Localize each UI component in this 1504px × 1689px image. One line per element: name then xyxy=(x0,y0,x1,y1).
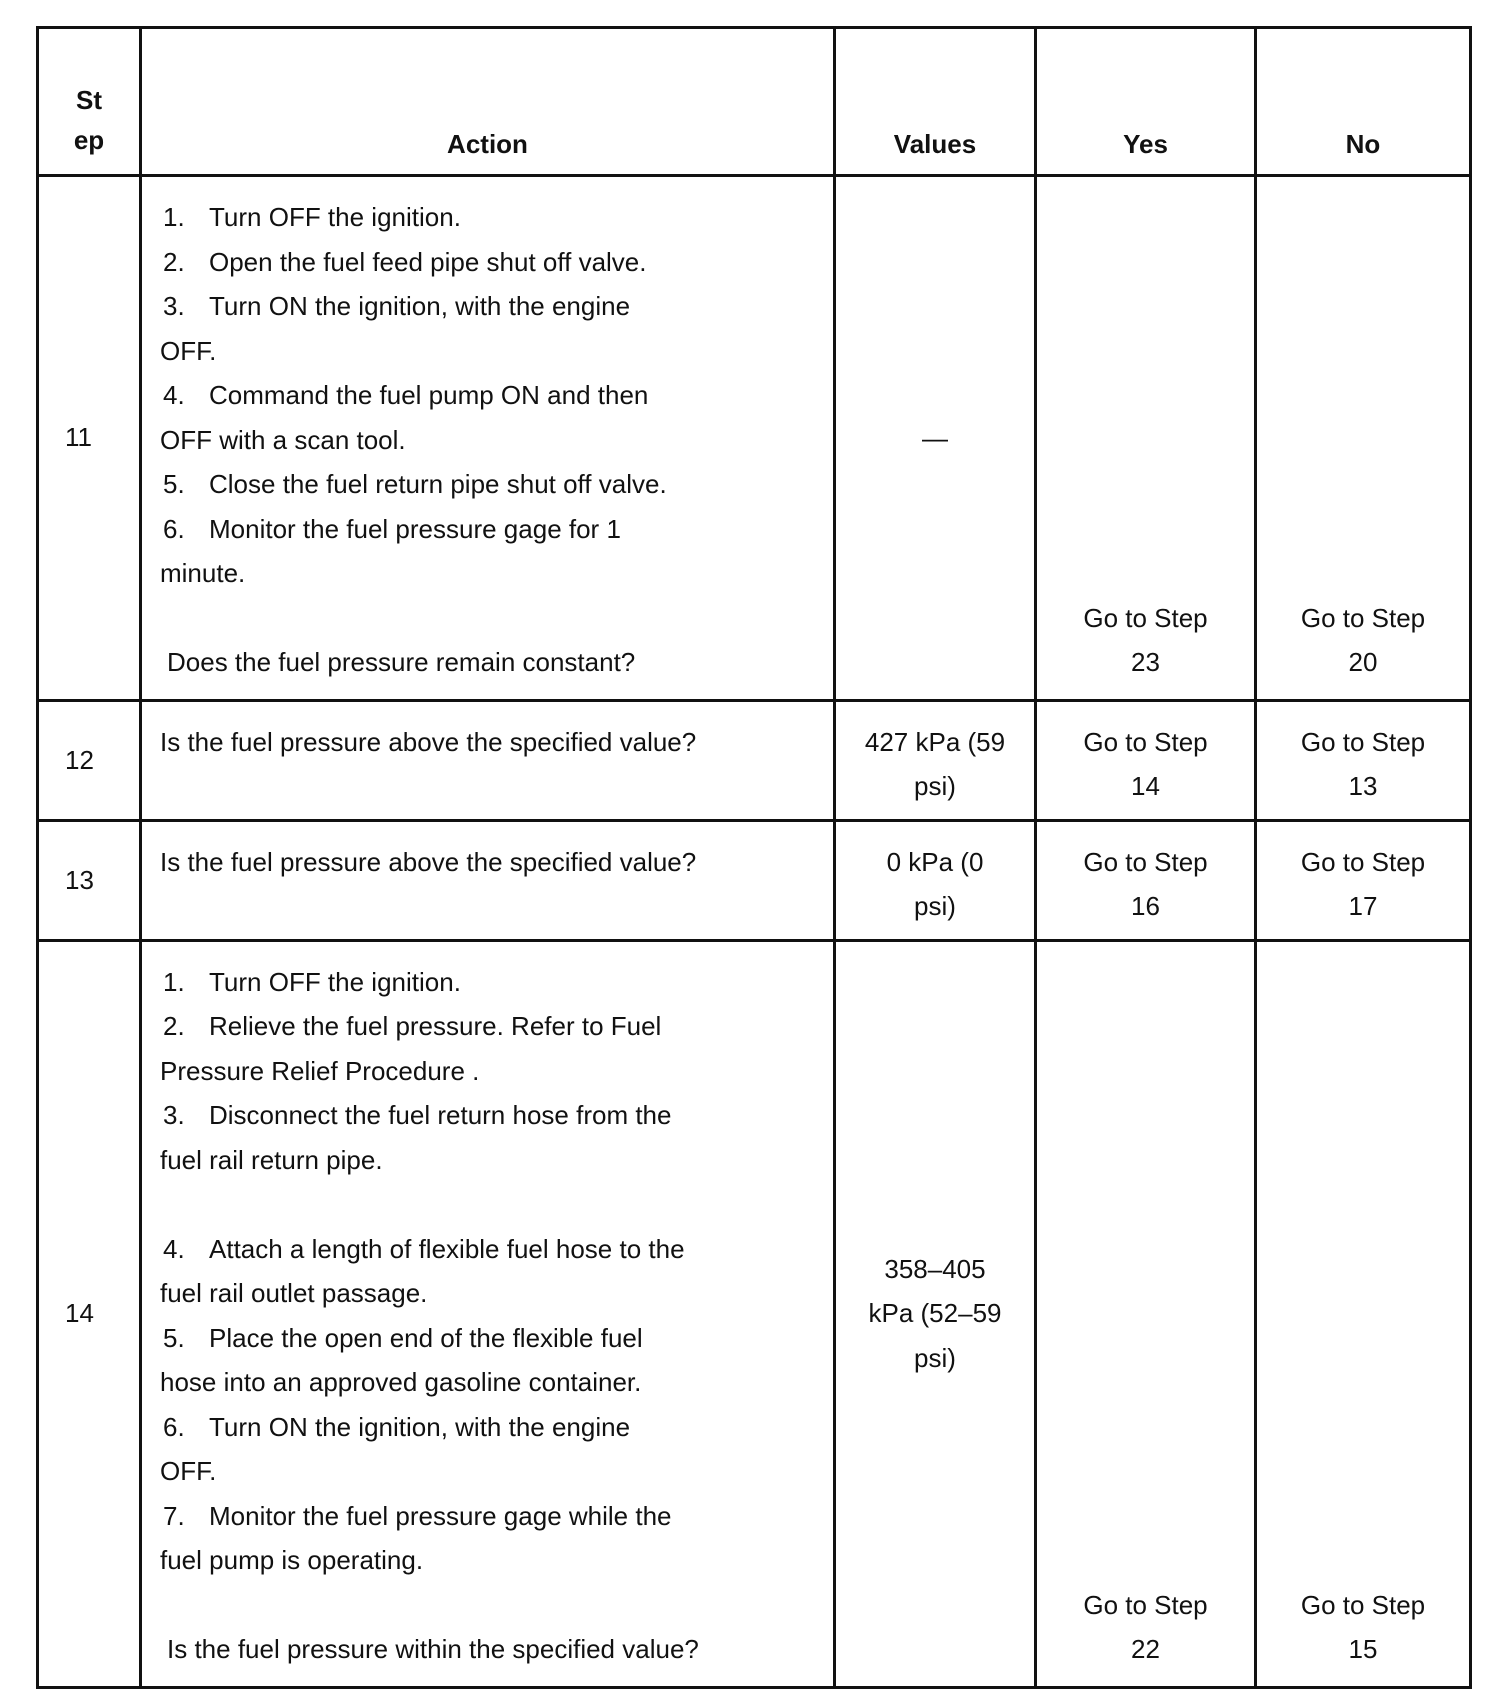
value-line: kPa (52–59 xyxy=(868,1298,1002,1329)
value-line: 358–405 xyxy=(884,1253,986,1284)
yes-cell xyxy=(1036,820,1256,940)
action-line: 4. Attach a length of flexible fuel hose to the xyxy=(163,1233,685,1264)
action-line: 2. Relieve the fuel pressure. Refer to Fuel xyxy=(163,1011,662,1041)
table-row-step-13 xyxy=(38,820,1471,940)
header-action: Action xyxy=(141,28,835,176)
header-row xyxy=(38,28,1471,176)
step-number: 11 xyxy=(38,176,141,701)
yes-goto-label: Go to Step xyxy=(1083,846,1208,877)
no-cell xyxy=(1256,820,1471,940)
value-line: 427 kPa (59 xyxy=(864,726,1006,757)
header-step xyxy=(38,28,141,176)
action-line: 3. Turn ON the ignition, with the engine xyxy=(163,291,631,321)
action-line: 3. Disconnect the fuel return hose from the xyxy=(163,1100,672,1130)
header-no: No xyxy=(1256,28,1471,176)
header-step-line2: ep xyxy=(73,125,105,155)
action-cell xyxy=(141,700,835,820)
action-line: fuel rail return pipe. xyxy=(160,1144,383,1175)
action-question: Is the fuel pressure above the specified value? xyxy=(160,846,697,877)
action-line: OFF with a scan tool. xyxy=(160,424,406,455)
action-line: minute. xyxy=(160,558,246,588)
no-goto-label: Go to Step xyxy=(1300,602,1426,633)
yes-goto-label: Go to Step xyxy=(1083,602,1208,633)
action-question: Is the fuel pressure within the specified value? xyxy=(167,1634,699,1664)
step-number: 12 xyxy=(38,700,141,820)
header-step-line1: St xyxy=(76,85,102,115)
yes-goto-label: Go to Step xyxy=(1083,1589,1208,1620)
value-line: psi) xyxy=(914,891,956,921)
action-line: fuel pump is operating. xyxy=(160,1545,424,1575)
action-line: 7. Monitor the fuel pressure gage while the xyxy=(163,1500,672,1531)
yes-cell xyxy=(1036,940,1256,1687)
action-cell xyxy=(141,176,835,701)
no-cell xyxy=(1256,940,1471,1687)
action-cell xyxy=(141,820,835,940)
action-line: 6. Monitor the fuel pressure gage for 1 xyxy=(163,513,621,544)
no-goto-label: Go to Step xyxy=(1300,846,1426,877)
action-line: 1. Turn OFF the ignition. xyxy=(163,202,461,232)
action-line: 6. Turn ON the ignition, with the engine xyxy=(163,1411,631,1442)
no-goto-label: Go to Step xyxy=(1300,1589,1426,1620)
action-line: OFF. xyxy=(160,335,217,366)
no-cell xyxy=(1256,700,1471,820)
value-line: psi) xyxy=(914,1342,956,1373)
action-line: 4. Command the fuel pump ON and then xyxy=(163,380,649,410)
values-cell xyxy=(835,940,1036,1687)
value-dash: — xyxy=(922,422,948,453)
diagnostic-table xyxy=(36,26,1472,1689)
header-values: Values xyxy=(835,28,1036,176)
step-number: 13 xyxy=(38,820,141,940)
yes-goto-label: Go to Step xyxy=(1083,726,1208,757)
value-line: psi) xyxy=(914,771,956,801)
yes-goto-step: 23 xyxy=(1131,647,1160,677)
values-cell xyxy=(835,176,1036,701)
yes-cell xyxy=(1036,700,1256,820)
yes-goto-step: 22 xyxy=(1131,1634,1160,1664)
action-question: Is the fuel pressure above the specified value? xyxy=(160,726,697,757)
yes-goto-step: 14 xyxy=(1131,771,1160,801)
table-row-step-14 xyxy=(38,940,1471,1687)
table-row-step-12 xyxy=(38,700,1471,820)
action-line: 5. Close the fuel return pipe shut off valve. xyxy=(163,469,667,499)
header-yes: Yes xyxy=(1036,28,1256,176)
no-goto-step: 15 xyxy=(1348,1634,1378,1664)
step-number: 14 xyxy=(38,940,141,1687)
action-question: Does the fuel pressure remain constant? xyxy=(167,647,636,677)
value-line: 0 kPa (0 xyxy=(886,846,984,877)
yes-goto-step: 16 xyxy=(1131,891,1160,921)
no-cell xyxy=(1256,176,1471,701)
action-line: 2. Open the fuel feed pipe shut off valve. xyxy=(163,246,647,277)
no-goto-step: 17 xyxy=(1348,891,1378,921)
no-goto-step: 20 xyxy=(1348,647,1378,677)
values-cell xyxy=(835,700,1036,820)
table-row-step-11 xyxy=(38,176,1471,701)
action-cell xyxy=(141,940,835,1687)
values-cell xyxy=(835,820,1036,940)
no-goto-label: Go to Step xyxy=(1300,726,1426,757)
action-line: Pressure Relief Procedure . xyxy=(160,1055,480,1086)
action-line: 5. Place the open end of the flexible fuel xyxy=(163,1322,643,1353)
no-goto-step: 13 xyxy=(1348,771,1378,801)
yes-cell xyxy=(1036,176,1256,701)
action-line: 1. Turn OFF the ignition. xyxy=(163,966,461,997)
action-line: OFF. xyxy=(160,1456,217,1486)
action-line: hose into an approved gasoline container. xyxy=(160,1367,642,1397)
action-line: fuel rail outlet passage. xyxy=(160,1278,428,1308)
